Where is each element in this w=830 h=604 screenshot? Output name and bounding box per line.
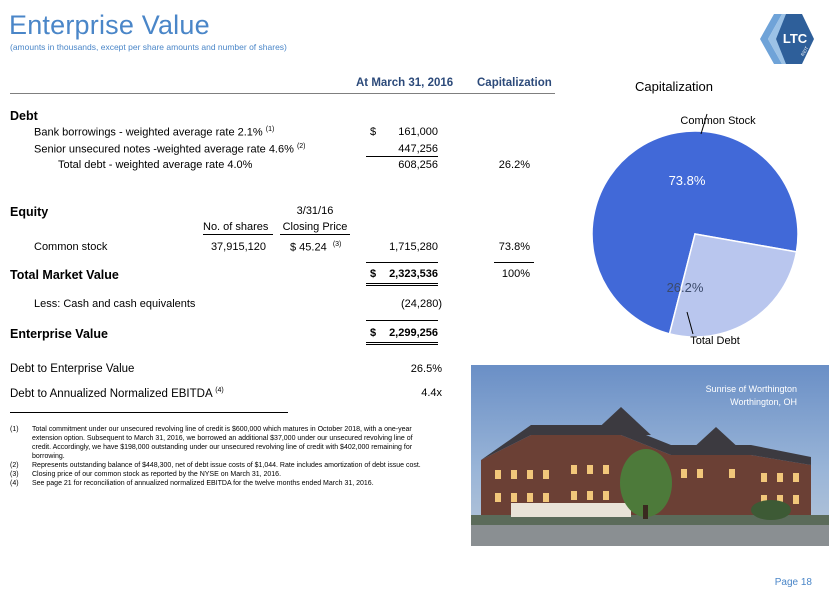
bank-borrowings-value: 161,000 <box>398 126 438 138</box>
shares-header-rule <box>203 234 273 235</box>
ltc-logo <box>752 10 818 68</box>
equity-heading: Equity <box>10 205 49 219</box>
property-photo-svg <box>471 365 829 546</box>
tmv-rule-1 <box>366 283 438 284</box>
footnote-4: (4) See page 21 for reconciliation of annualized normalized EBITDA for the twelve months ended March 31, 2016. <box>10 480 374 487</box>
debt-to-ev-label: Debt to Enterprise Value <box>10 363 135 375</box>
enterprise-value: 2,299,256 <box>389 327 438 339</box>
total-market-value-capitalization: 100% <box>501 268 530 280</box>
bank-dollar-sign: $ <box>370 126 377 138</box>
price-header-label: Closing Price <box>282 221 348 233</box>
footnotes <box>10 425 430 488</box>
pie-data-label-total-debt: 26.2% <box>666 280 704 295</box>
ev-dollar-sign: $ <box>370 327 377 339</box>
photo-caption-location: Worthington, OH <box>730 397 797 407</box>
common-stock-label: Common stock <box>34 241 108 253</box>
pie-chart-svg <box>575 72 815 352</box>
logo-subtext: REIT <box>799 45 810 57</box>
common-stock-price: $ 45.24 $^{(3)}$ <box>290 241 342 254</box>
price-header-date: 3/31/16 <box>296 205 334 217</box>
total-debt-label: Total debt - weighted average rate 4.0% <box>58 159 253 171</box>
property-photo <box>471 365 829 546</box>
total-debt-capitalization: 26.2% <box>498 159 530 171</box>
footnote-1: (1) Total commitment under our unsecured revolving line of credit is $600,000 which matures in October 2018, with a one-year extension option. Subsequent to March 31, 2016, we borrowed an additional $37,000 under our unsecured revolving line of credit. Accordingly, we have $198,000 outstanding under our unsecured revolving line of credit with $402,000 remaining for borrowing. <box>10 426 413 460</box>
debt-to-ebitda-value: 4.4x <box>421 387 442 399</box>
common-stock-value: 1,715,280 <box>389 241 438 253</box>
page-title: Enterprise Value <box>9 10 210 40</box>
pie-category-label-total-debt: Total Debt <box>690 335 740 347</box>
page-number: Page 18 <box>774 577 812 588</box>
col-header-date: At March 31, 2016 <box>356 77 454 89</box>
common-stock-shares: 37,915,120 <box>210 241 266 253</box>
ev-rule-1 <box>366 342 438 343</box>
total-market-value-label: Total Market Value <box>10 268 119 282</box>
capitalization-subtotal-rule <box>494 262 534 263</box>
senior-notes-value: 447,256 <box>398 143 438 155</box>
shares-header: No. of shares <box>203 221 269 233</box>
equity-subtotal-rule <box>366 262 438 263</box>
tmv-dollar-sign: $ <box>370 268 377 280</box>
footnote-2: (2) Represents outstanding balance of $448,300, net of debt issue costs of $1,044. Rate includes amortization of debt issue cost. <box>10 462 421 469</box>
page-subtitle: (amounts in thousands, except per share amounts and number of shares) <box>10 42 287 52</box>
photo-caption-name: Sunrise of Worthington <box>705 384 797 394</box>
chart-title: Capitalization <box>634 79 714 94</box>
col-header-capitalization: Capitalization <box>477 77 552 89</box>
cash-value: (24,280) <box>401 298 442 310</box>
pie-category-label-common-stock: Common Stock <box>680 115 756 127</box>
logo-text: LTC <box>782 31 808 46</box>
bank-borrowings-label: Bank borrowings - weighted average rate 2.1% $^{(1)}$ <box>34 126 275 139</box>
debt-to-ev-value: 26.5% <box>410 363 442 375</box>
ev-rule-2 <box>366 344 438 345</box>
debt-heading: Debt <box>10 109 38 123</box>
header-rule <box>10 93 555 94</box>
pie-data-label-common-stock: 73.8% <box>668 173 706 188</box>
total-market-value: 2,323,536 <box>389 268 438 280</box>
cash-label: Less: Cash and cash equivalents <box>34 298 196 310</box>
tmv-rule-2 <box>366 285 438 286</box>
capitalization-chart <box>575 72 815 352</box>
price-header-rule <box>280 234 350 235</box>
footnote-separator <box>10 412 288 413</box>
common-stock-capitalization: 73.8% <box>498 241 530 253</box>
debt-to-ebitda-label: Debt to Annualized Normalized EBITDA $^{(4)}$ <box>10 387 224 400</box>
enterprise-value-label: Enterprise Value <box>10 327 108 341</box>
senior-notes-label: Senior unsecured notes -weighted average rate 4.6% $^{(2)}$ <box>34 143 306 156</box>
cash-rule <box>366 320 438 321</box>
footnote-3: (3) Closing price of our common stock as reported by the NYSE on March 31, 2016. <box>10 471 282 478</box>
total-debt-value: 608,256 <box>398 159 438 171</box>
debt-subtotal-rule <box>366 156 438 157</box>
